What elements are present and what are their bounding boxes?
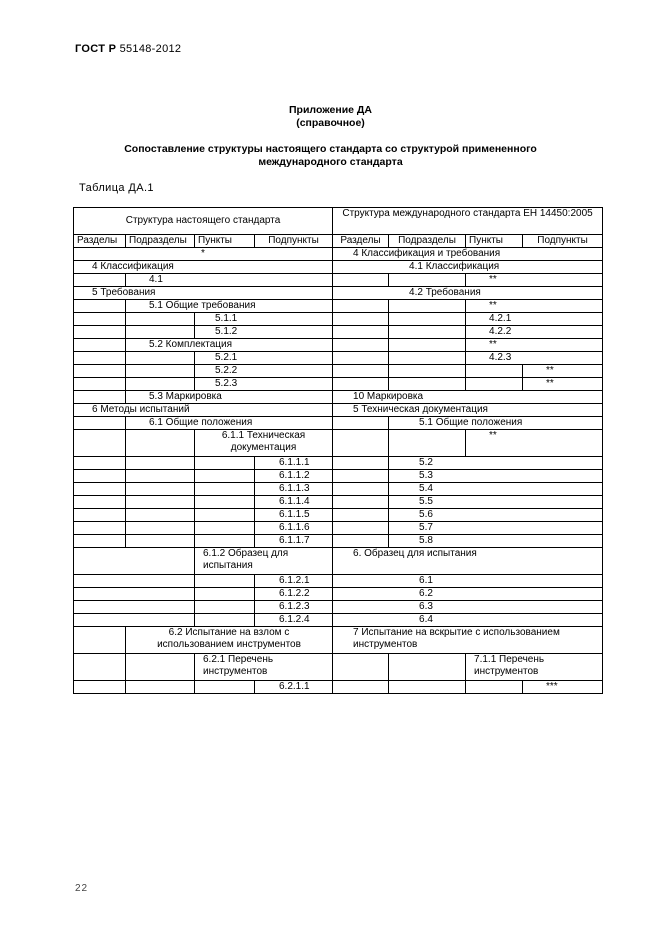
table-cell: 5.1.1 — [195, 313, 333, 326]
table-row — [74, 575, 603, 588]
table-row — [74, 681, 603, 694]
table-row — [74, 470, 603, 483]
table-row — [74, 654, 603, 681]
table-cell: 6.1.1.1 — [255, 457, 333, 470]
table-cell: 6.1.2.3 — [255, 601, 333, 614]
table-cell: 6.1 — [333, 575, 603, 588]
table-cell: 4.2.3 — [466, 352, 603, 365]
table-cell: 5.1 Общие требования — [126, 300, 333, 313]
table-cell: ** — [466, 430, 603, 457]
table-cell: 5 Техническая документация — [333, 404, 603, 417]
table-cell: 5.1.2 — [195, 326, 333, 339]
table-row — [74, 300, 603, 313]
table-cell: 10 Маркировка — [333, 391, 603, 404]
table-cell: 5.3 Маркировка — [126, 391, 333, 404]
table-cell: 6. Образец для испытания — [333, 548, 603, 575]
table-cell: 5 Требования — [74, 287, 333, 300]
table-row — [74, 548, 603, 575]
column-header: Разделы — [333, 235, 389, 248]
page-number: 22 — [75, 883, 89, 894]
table-cell: 4.2.2 — [466, 326, 603, 339]
table-column-header-row — [74, 235, 603, 248]
appendix-heading-line-2: международного стандарта — [258, 156, 403, 168]
appendix-subtitle: (справочное) — [296, 117, 365, 129]
table-cell: 6.1 Общие положения — [126, 417, 333, 430]
table-row — [74, 378, 603, 391]
table-row — [74, 588, 603, 601]
appendix-title: Приложение ДА — [289, 104, 372, 116]
table-caption: Таблица ДА.1 — [79, 182, 154, 194]
table-cell: 5.2 Комплектация — [126, 339, 333, 352]
table-cell: 5.3 — [389, 470, 603, 483]
column-header: Подпункты — [523, 235, 603, 248]
table-row — [74, 274, 603, 287]
table-cell: ** — [523, 365, 603, 378]
table-cell: 5.2.1 — [195, 352, 333, 365]
table-cell: 6.1.1.4 — [255, 496, 333, 509]
table-cell: 5.4 — [389, 483, 603, 496]
table-group-header-row — [74, 208, 603, 235]
table-cell: 4 Классификация — [74, 261, 333, 274]
table-row — [74, 313, 603, 326]
table-cell: 6.2.1.1 — [255, 681, 333, 694]
gost-label: ГОСТ Р — [75, 43, 117, 55]
table-cell: 5.2 — [389, 457, 603, 470]
table-row — [74, 261, 603, 274]
column-header: Подразделы — [126, 235, 195, 248]
table-row — [74, 287, 603, 300]
table-row — [74, 627, 603, 654]
table-row — [74, 391, 603, 404]
table-cell: 5.7 — [389, 522, 603, 535]
table-cell: *** — [523, 681, 603, 694]
table-cell: 4.1 Классификация — [333, 261, 603, 274]
table-cell: 4 Классификация и требования — [333, 248, 603, 261]
table-cell: 4.1 — [126, 274, 333, 287]
table-cell: 7.1.1 Перечень инструментов — [466, 654, 603, 681]
table-cell: 6.1.1.2 — [255, 470, 333, 483]
table-row — [74, 404, 603, 417]
table-cell: 5.1 Общие положения — [389, 417, 603, 430]
standard-number: 55148-2012 — [119, 43, 182, 55]
table-cell: 5.5 — [389, 496, 603, 509]
appendix-heading-line-1: Сопоставление структуры настоящего стандарта со структурой примененного — [124, 143, 537, 155]
table-cell: 6.1.1.3 — [255, 483, 333, 496]
table-cell: 6.4 — [333, 614, 603, 627]
table-cell: 5.8 — [389, 535, 603, 548]
table-row — [74, 601, 603, 614]
table-cell: * — [74, 248, 333, 261]
right-group-header: Структура международного стандарта ЕН 14450:2005 — [333, 208, 603, 235]
table-cell: 6.1.2.1 — [255, 575, 333, 588]
table-cell: 6.3 — [333, 601, 603, 614]
table-cell: 7 Испытание на вскрытие с использованием инструментов — [333, 627, 603, 654]
table-row — [74, 339, 603, 352]
table-cell: 6.1.1 Техническая документация — [195, 430, 333, 457]
table-cell: 5.2.3 — [195, 378, 333, 391]
table-cell: 6.1.1.6 — [255, 522, 333, 535]
document-header — [75, 43, 181, 55]
table-row — [74, 522, 603, 535]
table-cell: 6 Методы испытаний — [74, 404, 333, 417]
table-row — [74, 457, 603, 470]
table-row — [74, 430, 603, 457]
table-cell: 6.2 Испытание на взлом с использованием инструментов — [126, 627, 333, 654]
table-cell: 6.2.1 Перечень инструментов — [195, 654, 333, 681]
column-header: Пункты — [466, 235, 523, 248]
table-cell: 5.6 — [389, 509, 603, 522]
column-header: Разделы — [74, 235, 126, 248]
table-cell: 6.1.1.7 — [255, 535, 333, 548]
table-row — [74, 483, 603, 496]
table-cell: 4.2 Требования — [333, 287, 603, 300]
table-cell: 6.1.2 Образец для испытания — [195, 548, 333, 575]
table-cell: 6.1.1.5 — [255, 509, 333, 522]
table-row — [74, 614, 603, 627]
table-row — [74, 248, 603, 261]
table-cell: 6.2 — [333, 588, 603, 601]
table-cell: 6.1.2.2 — [255, 588, 333, 601]
table-cell: 5.2.2 — [195, 365, 333, 378]
left-group-header: Структура настоящего стандарта — [74, 208, 333, 235]
table-row — [74, 509, 603, 522]
table-row — [74, 496, 603, 509]
table-cell: 4.2.1 — [466, 313, 603, 326]
table-row — [74, 352, 603, 365]
table-cell: ** — [466, 339, 603, 352]
column-header: Подразделы — [389, 235, 466, 248]
table-row — [74, 417, 603, 430]
table-cell: ** — [523, 378, 603, 391]
column-header: Пункты — [195, 235, 255, 248]
table-cell: ** — [466, 300, 603, 313]
table-cell: 6.1.2.4 — [255, 614, 333, 627]
table-cell: ** — [466, 274, 603, 287]
comparison-table — [73, 207, 603, 694]
table-row — [74, 535, 603, 548]
column-header: Подпункты — [255, 235, 333, 248]
table-row — [74, 326, 603, 339]
table-row — [74, 365, 603, 378]
